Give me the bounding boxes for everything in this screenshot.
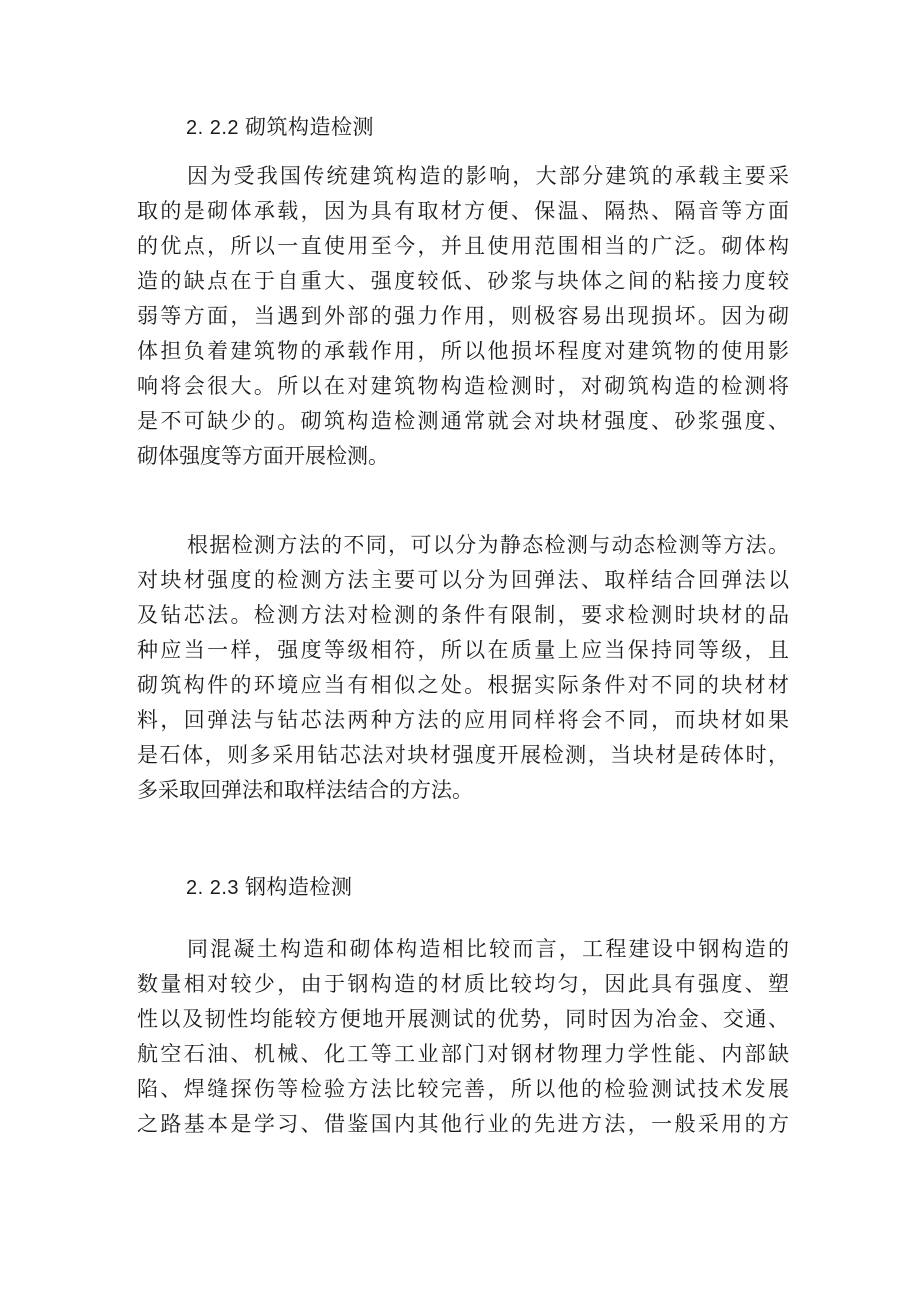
text-line: 同混凝土构造和砌体构造相比较而言，工程建设中钢构造的 (187, 937, 789, 961)
text-line: 航空石油、机械、化工等工业部门对钢材物理力学性能、内部缺 (137, 1042, 789, 1066)
section-heading-2-2-2 (186, 112, 374, 143)
text-line: 对块材强度的检测方法主要可以分为回弹法、取样结合回弹法以 (137, 568, 789, 592)
text-line: 性以及韧性均能较方便地开展测试的优势，同时因为冶金、交通、 (137, 1007, 789, 1031)
text-line: 数量相对较少，由于钢构造的材质比较均匀，因此具有强度、塑 (137, 972, 789, 996)
text-line: 取的是砌体承载，因为具有取材方便、保温、隔热、隔音等方面 (137, 199, 789, 223)
text-line: 砌筑构件的环境应当有相似之处。根据实际条件对不同的块材材 (137, 673, 789, 697)
paragraph-masonry-methods (137, 528, 789, 808)
text-line: 弱等方面，当遇到外部的强力作用，则极容易出现损坏。因为砌 (137, 304, 789, 328)
text-line: 因为受我国传统建筑构造的影响，大部分建筑的承载主要采 (187, 164, 789, 188)
text-line: 根据检测方法的不同，可以分为静态检测与动态检测等方法。 (187, 533, 789, 557)
text-line: 是不可缺少的。砌筑构造检测通常就会对块材强度、砂浆强度、 (137, 409, 789, 433)
paragraph-masonry-intro (137, 159, 789, 474)
text-line: 是石体，则多采用钻芯法对块材强度开展检测，当块材是砖体时， (137, 743, 789, 767)
section-title: 钢构造检测 (245, 875, 353, 899)
text-line: 陷、焊缝探伤等检验方法比较完善，所以他的检验测试技术发展 (137, 1077, 789, 1101)
text-line: 砌体强度等方面开展检测。 (137, 444, 389, 468)
text-line: 种应当一样，强度等级相符，所以在质量上应当保持同等级，且 (137, 638, 789, 662)
section-number: 2. 2.2 (186, 117, 240, 139)
section-title: 砌筑构造检测 (245, 115, 375, 139)
text-line: 料，回弹法与钻芯法两种方法的应用同样将会不同，而块材如果 (137, 708, 789, 732)
paragraph-steel-intro (137, 932, 789, 1142)
text-line: 体担负着建筑物的承载作用，所以他损坏程度对建筑物的使用影 (137, 339, 789, 363)
section-heading-2-2-3 (186, 872, 353, 903)
text-line: 的优点，所以一直使用至今，并且使用范围相当的广泛。砌体构 (137, 234, 789, 258)
text-line: 之路基本是学习、借鉴国内其他行业的先进方法，一般采用的方 (137, 1112, 789, 1136)
section-number: 2. 2.3 (186, 877, 240, 899)
text-line: 及钻芯法。检测方法对检测的条件有限制，要求检测时块材的品 (137, 603, 789, 627)
text-line: 响将会很大。所以在对建筑物构造检测时，对砌筑构造的检测将 (137, 374, 789, 398)
text-line: 多采取回弹法和取样法结合的方法。 (137, 778, 473, 802)
text-line: 造的缺点在于自重大、强度较低、砂浆与块体之间的粘接力度较 (137, 269, 789, 293)
